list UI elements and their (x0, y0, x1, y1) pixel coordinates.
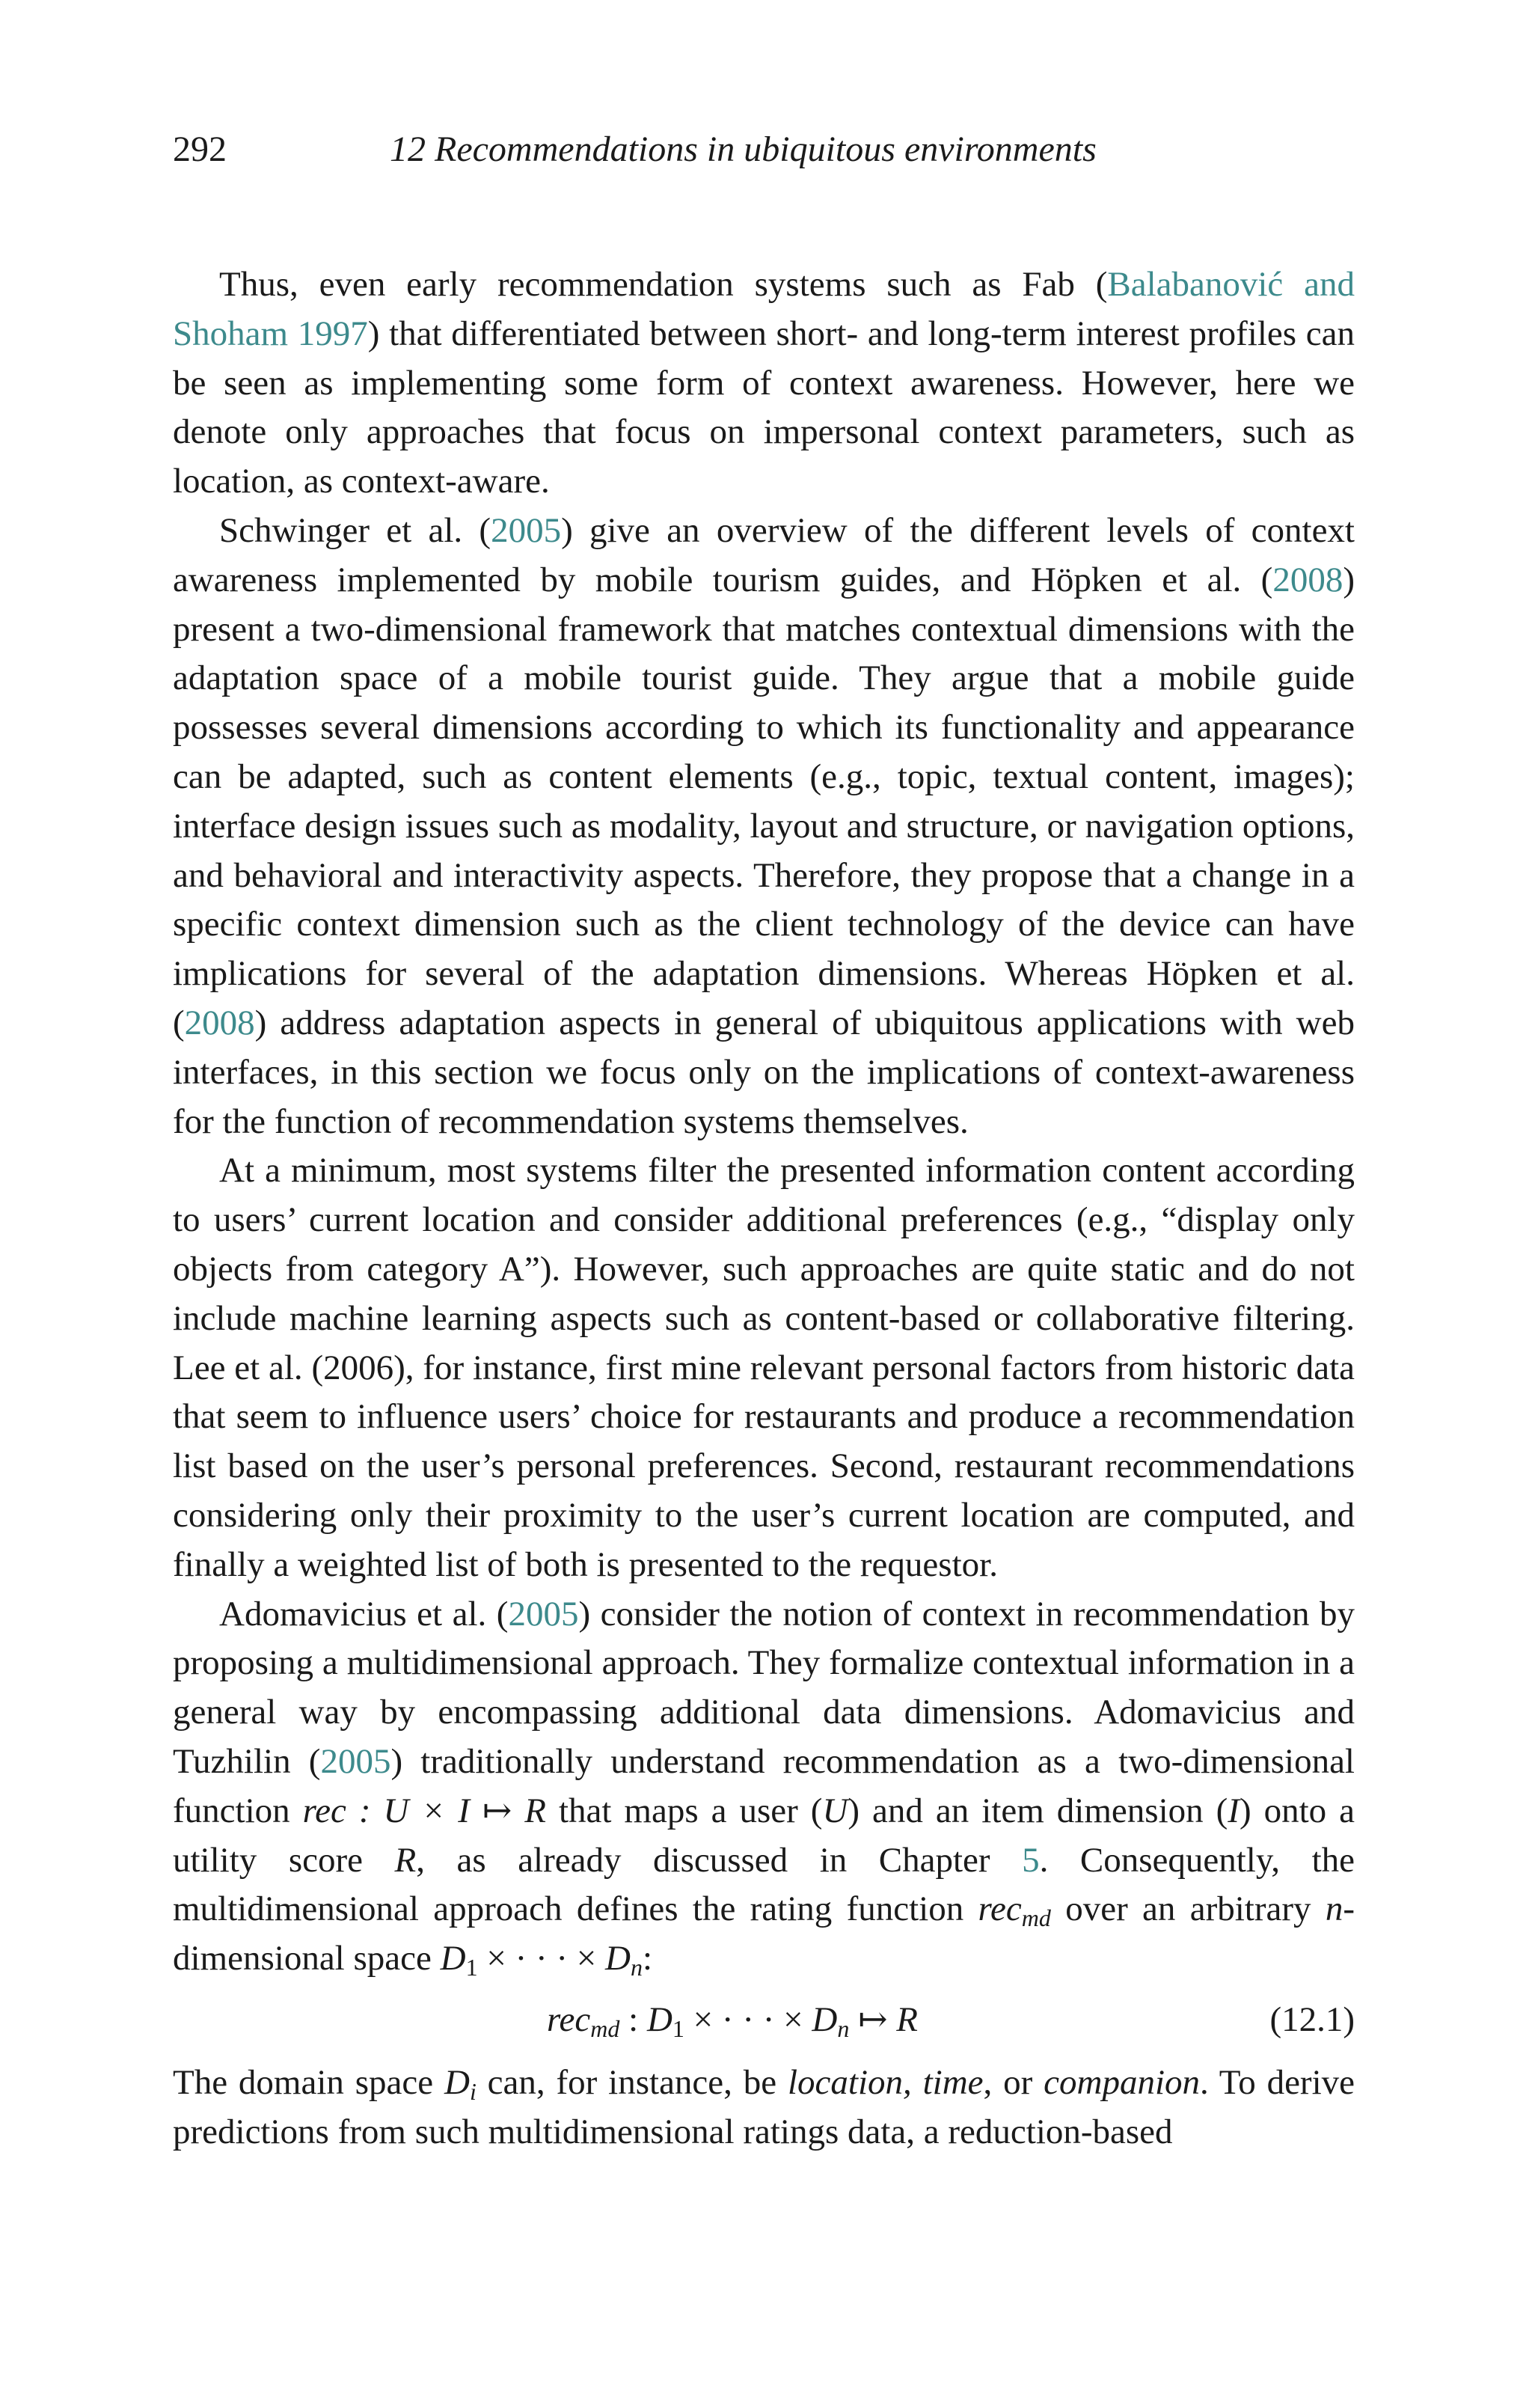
math-inline: rec (978, 1889, 1022, 1929)
paragraph-2 (173, 507, 1355, 1146)
math-var: D (646, 1999, 672, 2039)
math-op: ↦ (849, 1999, 897, 2039)
math-subscript: n (837, 2014, 850, 2042)
math-inline: rec : U × I ↦ R (302, 1791, 546, 1830)
text-span: over an arbitrary (1050, 1889, 1326, 1929)
math-var: D (605, 1939, 631, 1978)
math-subscript: md (590, 2014, 620, 2042)
paragraph-3: At a minimum, most systems filter the presented information content according to users’ current location and consider additional preferences (e.g., “display only objects from category A”). However, such approaches are quite static and do not include machine learning aspects such as content-based or collaborative filtering. Lee et al. (2006), for instance, first mine relevant personal factors from historic data that seem to influence users’ choice for restaurants and produce a recommendation list based on the user’s personal preferences. Second, restaurant recommendations considering only their proximity to the user’s current location are computed, and finally a weighted list of both is presented to the requestor. (173, 1151, 1355, 1584)
text-span: can, for instance, be (476, 2062, 788, 2102)
page-number: 292 (173, 129, 227, 169)
text-span: ) consider the notion of context in recommendation by proposing a multidimensional approach. They formalize contextual information in a general way by encompassing additional data dimensions. Adomavicius and Tuzhilin ( (173, 1594, 1355, 1781)
text-span: The domain space (173, 2062, 444, 2102)
paragraph-4 (173, 1590, 1355, 1984)
text-span: -dimensional space (173, 1889, 1355, 1978)
emphasis: location, time (787, 2062, 984, 2102)
citation-link[interactable]: 2008 (1272, 560, 1343, 599)
math-var: D (812, 1999, 838, 2039)
text-span: that maps a user ( (545, 1791, 823, 1830)
citation-link[interactable]: 2005 (320, 1741, 391, 1781)
text-span: ) onto a utility score (173, 1791, 1355, 1880)
math-var: R (896, 1999, 918, 2039)
text-span: ) address adaptation aspects in general of ubiquitous applications with web interfaces, in this section we focus only on the implications of context-awareness for the function of recommendation systems themselves. (173, 1003, 1355, 1141)
equation-number: (12.1) (1269, 1999, 1355, 2039)
equation-12-1 (173, 1985, 1355, 2059)
citation-link[interactable]: 2005 (508, 1594, 579, 1634)
math-inline: I (1228, 1791, 1240, 1830)
math-op: × · · · × (477, 1939, 606, 1978)
math-inline: n (1325, 1889, 1343, 1929)
math-var: D (440, 1939, 466, 1978)
math-subscript: md (1021, 1904, 1051, 1932)
body-text (173, 260, 1355, 2157)
running-title: 12 Recommendations in ubiquitous environments (390, 129, 1097, 169)
citation-link[interactable]: Balabanović and Shoham 1997 (173, 265, 1355, 353)
text-span: ) and an item dimension ( (848, 1791, 1228, 1830)
math-op: : (619, 1999, 647, 2039)
text-span: ) present a two-dimensional framework that matches contextual dimensions with the adaptation space of a mobile tourist guide. They argue that a mobile guide possesses several dimensions according to which its functionality and appearance can be adapted, such as content elements (e.g., topic, textual content, images); interface design issues such as modality, layout and structure, or navigation options, and behavioral and interactivity aspects. Therefore, they propose that a change in a specific context dimension such as the client technology of the device can have implications for several of the adaptation dimensions. Whereas Höpken et al. ( (173, 560, 1355, 1042)
equation-body (547, 1996, 918, 2045)
math-inline: U (822, 1791, 848, 1830)
math-var: rec (547, 1999, 591, 2039)
math-subscript: 1 (672, 2014, 684, 2042)
text-span: , or (983, 2062, 1044, 2102)
math-subscript: n (631, 1954, 643, 1981)
text-span: Thus, even early recommendation systems such as Fab ( (219, 265, 1108, 304)
text-span: : (643, 1939, 653, 1978)
math-var: D (444, 2062, 470, 2102)
emphasis: companion (1044, 2062, 1201, 2102)
text-span: . To derive predictions from such multidimensional ratings data, a reduction-based (173, 2062, 1355, 2151)
text-span: . Consequently, the multidimensional approach defines the rating function (173, 1840, 1355, 1929)
text-span: ) give an overview of the different levels of context awareness implemented by mobile tourism guides, and Höpken et al. ( (173, 510, 1355, 599)
math-op: × · · · × (684, 1999, 812, 2039)
text-span: , as already discussed in Chapter (416, 1840, 1023, 1880)
text-span: Adomavicius et al. ( (219, 1594, 509, 1634)
math-subscript: 1 (465, 1954, 478, 1981)
text-span: Schwinger et al. ( (219, 510, 491, 550)
text-span: ) that differentiated between short- and long-term interest profiles can be seen as implementing some form of context awareness. However, here we denote only approaches that focus on impersonal context parameters, such as location, as context-aware. (173, 314, 1355, 501)
chapter-link[interactable]: 5 (1022, 1840, 1040, 1880)
paragraph-5 (173, 2059, 1355, 2157)
math-inline: R (394, 1840, 417, 1880)
citation-link[interactable]: 2005 (491, 510, 562, 550)
math-subscript: i (469, 2077, 477, 2105)
paragraph-1 (173, 260, 1355, 507)
math-inline-space (440, 1939, 643, 1981)
citation-link[interactable]: 2008 (184, 1003, 255, 1042)
text-span: ) traditionally understand recommendation as a two-dimensional function (173, 1741, 1355, 1830)
